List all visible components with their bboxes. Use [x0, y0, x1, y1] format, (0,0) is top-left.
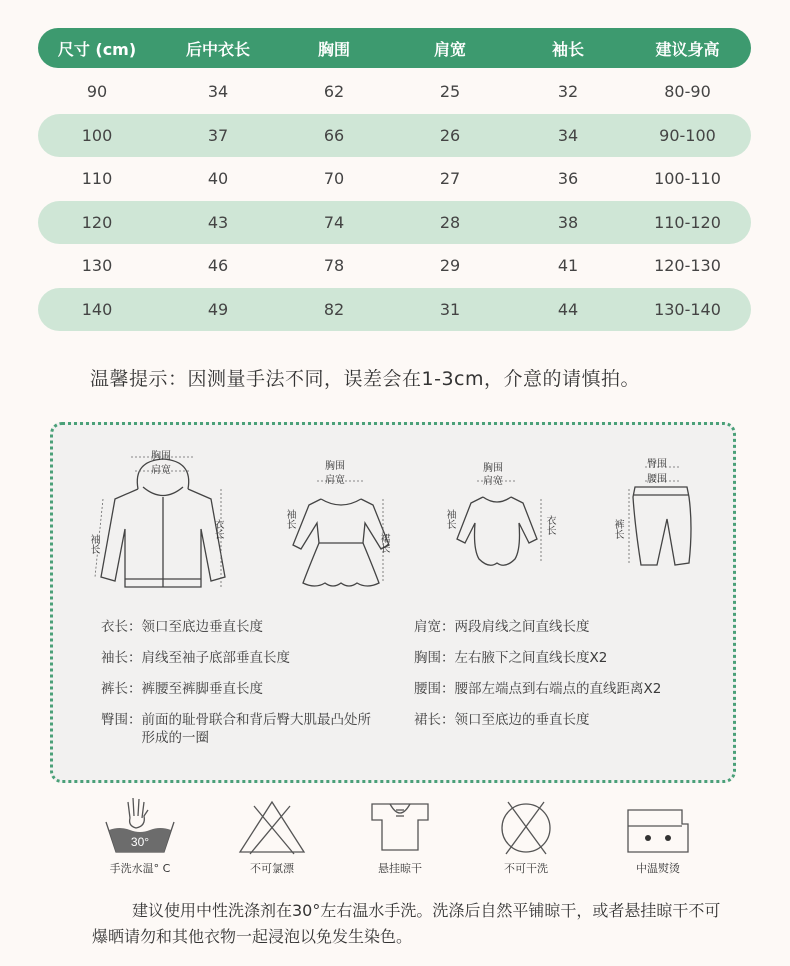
no-dry-clean-label: 不可干洗 — [504, 862, 548, 875]
table-row — [38, 201, 751, 245]
definition-text: 领口至底边的垂直长度 — [454, 712, 590, 728]
cell-size: 90 — [86, 82, 108, 102]
definition-term: 腰围： — [414, 681, 455, 697]
cell-sleeve: 32 — [557, 82, 579, 102]
header-height: 建议身高 — [655, 39, 720, 59]
care-hang-dry — [340, 796, 460, 876]
jacket-figure — [88, 449, 233, 594]
definition-text: 肩线至袖子底部垂直长度 — [141, 650, 290, 666]
cell-chest: 62 — [323, 82, 345, 102]
romper-figure — [437, 459, 557, 574]
cell-chest: 78 — [323, 256, 345, 276]
definition-term: 裤长： — [101, 681, 142, 697]
definition-item — [101, 680, 382, 698]
dress-sleeve-label: 袖长 — [284, 509, 295, 529]
hang-dry-icon — [360, 796, 440, 856]
cell-shoulder: 29 — [439, 256, 461, 276]
header-shoulder: 肩宽 — [433, 39, 466, 59]
cell-height: 120-130 — [654, 256, 721, 276]
hand-wash-icon — [100, 796, 180, 856]
pants-leg-label: 裤长 — [612, 519, 623, 539]
hang-dry-label: 悬挂晾干 — [378, 862, 422, 875]
romper-chest-label: 胸围 — [483, 463, 503, 474]
size-table-body — [38, 70, 751, 331]
hand-wash-temp: 30° — [130, 835, 150, 849]
care-no-dry-clean — [466, 796, 586, 876]
no-bleach-icon — [232, 796, 312, 856]
cell-height: 130-140 — [654, 299, 721, 319]
table-row — [38, 244, 751, 288]
definition-text: 裤腰至裤脚垂直长度 — [141, 681, 263, 697]
size-table-header — [38, 28, 751, 68]
cell-back-length: 40 — [207, 169, 229, 189]
definition-text: 左右腋下之间直线长度X2 — [454, 650, 608, 666]
definition-term: 胸围： — [414, 650, 455, 666]
no-bleach-label: 不可氯漂 — [250, 862, 294, 875]
cell-sleeve: 44 — [557, 299, 579, 319]
cell-size: 110 — [81, 169, 113, 189]
cell-size: 100 — [81, 125, 113, 145]
cell-shoulder: 28 — [439, 212, 461, 232]
jacket-sleeve-label: 袖长 — [88, 534, 99, 554]
table-row — [38, 288, 751, 332]
header-back-length: 后中衣长 — [185, 39, 250, 59]
definition-item — [414, 618, 661, 636]
definition-term: 裙长： — [414, 712, 455, 728]
definition-text: 腰部左端点到右端点的直线距离X2 — [454, 681, 662, 697]
cell-height: 100-110 — [654, 169, 721, 189]
care-no-bleach — [212, 796, 332, 876]
table-row — [38, 114, 751, 158]
cell-back-length: 43 — [207, 212, 229, 232]
header-chest: 胸围 — [317, 39, 350, 59]
measurement-panel — [50, 422, 736, 783]
definitions-left — [101, 618, 382, 760]
pants-waist-label: 腰围 — [647, 474, 667, 485]
definition-item — [414, 711, 661, 729]
cell-size: 120 — [81, 212, 113, 232]
cell-shoulder: 25 — [439, 82, 461, 102]
header-size: 尺寸 (cm) — [57, 39, 137, 59]
romper-length-label: 衣长 — [544, 515, 555, 535]
dress-shoulder-label: 肩宽 — [325, 475, 345, 486]
cell-shoulder: 27 — [439, 169, 461, 189]
cell-sleeve: 34 — [557, 125, 579, 145]
definition-text: 领口至底边垂直长度 — [141, 619, 263, 635]
pants-figure — [605, 457, 695, 577]
definition-text: 两段肩线之间直线长度 — [454, 619, 590, 635]
jacket-shoulder-label: 肩宽 — [151, 465, 171, 476]
cell-size: 130 — [81, 256, 113, 276]
definition-item — [101, 649, 382, 667]
romper-sleeve-label: 袖长 — [444, 509, 455, 529]
definition-term: 肩宽： — [414, 619, 455, 635]
hand-wash-label: 手洗水温° C — [109, 862, 171, 875]
definition-term: 臀围： — [101, 712, 142, 728]
cell-shoulder: 31 — [439, 299, 461, 319]
cell-chest: 70 — [323, 169, 345, 189]
iron-label: 中温熨烫 — [636, 862, 680, 875]
cell-sleeve: 41 — [557, 256, 579, 276]
dress-skirt-label: 裙长 — [378, 533, 389, 553]
table-row — [38, 157, 751, 201]
cell-shoulder: 26 — [439, 125, 461, 145]
cell-height: 80-90 — [664, 82, 711, 102]
header-sleeve: 袖长 — [551, 39, 584, 59]
definitions-right — [414, 618, 661, 742]
cell-back-length: 34 — [207, 82, 229, 102]
romper-shoulder-label: 肩宽 — [483, 476, 503, 487]
jacket-chest-label: 胸围 — [151, 451, 171, 462]
iron-medium-icon — [618, 796, 698, 856]
cell-back-length: 49 — [207, 299, 229, 319]
no-dry-clean-icon — [486, 796, 566, 856]
jacket-length-label: 衣长 — [212, 519, 223, 539]
definition-item — [414, 649, 661, 667]
cell-back-length: 37 — [207, 125, 229, 145]
cell-back-length: 46 — [207, 256, 229, 276]
size-table — [38, 28, 751, 331]
definition-text: 前面的耻骨联合和背后臀大肌最凸处所形成的一圈 — [141, 712, 371, 746]
cell-size: 140 — [81, 299, 113, 319]
cell-sleeve: 38 — [557, 212, 579, 232]
definition-item — [101, 711, 382, 747]
size-tip: 温馨提示：因测量手法不同，误差会在1-3cm，介意的请慎拍。 — [90, 368, 640, 390]
definition-term: 衣长： — [101, 619, 142, 635]
care-hand-wash — [80, 796, 200, 876]
cell-chest: 74 — [323, 212, 345, 232]
definition-term: 袖长： — [101, 650, 142, 666]
cell-height: 90-100 — [659, 125, 716, 145]
pants-hip-label: 臀围 — [647, 459, 667, 470]
dress-figure — [281, 459, 401, 594]
care-iron — [598, 796, 718, 876]
cell-chest: 66 — [323, 125, 345, 145]
table-row — [38, 70, 751, 114]
cell-chest: 82 — [323, 299, 345, 319]
dress-chest-label: 胸围 — [325, 461, 345, 472]
cell-sleeve: 36 — [557, 169, 579, 189]
definition-item — [414, 680, 661, 698]
washing-advice: 建议使用中性洗涤剂在30°左右温水手洗。洗涤后自然平铺晾干，或者悬挂晾干不可爆晒请勿和其他衣物一起浸泡以免发生染色。 — [92, 901, 721, 946]
definition-item — [101, 618, 382, 636]
cell-height: 110-120 — [654, 212, 721, 232]
